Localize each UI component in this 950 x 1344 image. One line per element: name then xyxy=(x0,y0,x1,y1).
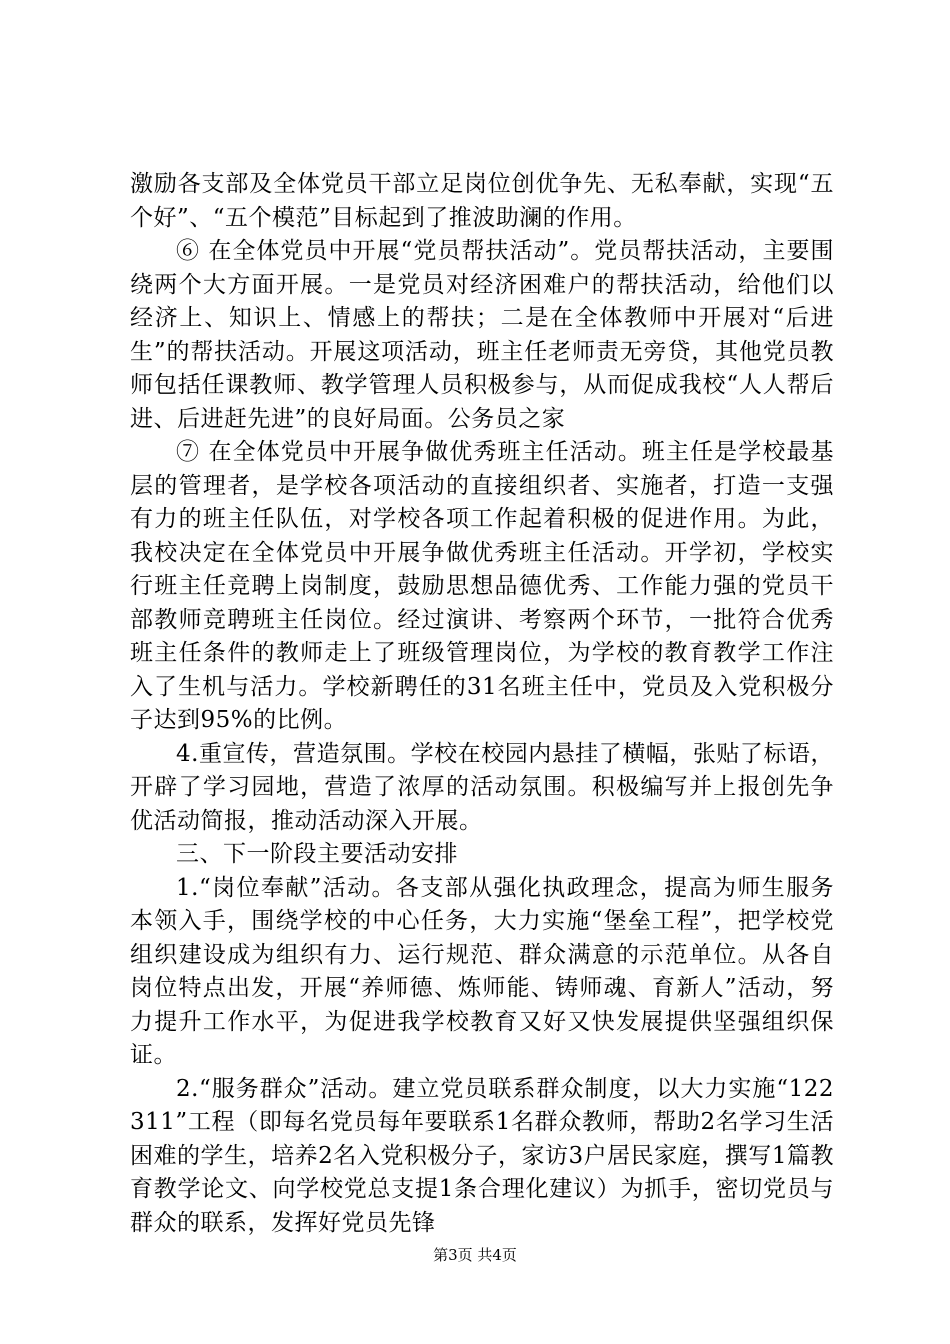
paragraph-6: 1.“岗位奉献”活动。各支部从强化执政理念，提高为师生服务本领入手，围绕学校的中心任务，大力实施“堡垒工程”，把学校党组织建设成为组织有力、运行规范、群众满意的示范单位。从各自岗位特点出发，开展“养师德、炼师能、铸师魂、育新人”活动，努力提升工作水平，为促进我学校教育又好又快发展提供坚强组织保证。 xyxy=(130,874,834,1068)
paragraph-7: 2.“服务群众”活动。建立党员联系群众制度，以大力实施“122311”工程（即每名党员每年要联系1名群众教师，帮助2名学习生活困难的学生，培养2名入党积极分子，家访3户居民家庭，撰写1篇教育教学论文、向学校党总支提1条合理化建议）为抓手，密切党员与群众的联系，发挥好党员先锋 xyxy=(130,1075,834,1236)
paragraph-3: ⑦ 在全体党员中开展争做优秀班主任活动。班主任是学校最基层的管理者，是学校各项活动的直接组织者、实施者，打造一支强有力的班主任队伍，对学校各项工作起着积极的促进作用。为此，我校决定在全体党员中开展争做优秀班主任活动。开学初，学校实行班主任竞聘上岗制度，鼓励思想品德优秀、工作能力强的党员干部教师竞聘班主任岗位。经过演讲、考察两个环节，一批符合优秀班主任条件的教师走上了班级管理岗位，为学校的教育教学工作注入了生机与活力。学校新聘任的31名班主任中，党员及入党积极分子达到95%的比例。 xyxy=(130,439,834,733)
paragraph-4: 4.重宣传，营造氛围。学校在校园内悬挂了横幅，张贴了标语，开辟了学习园地，营造了浓厚的活动氛围。积极编写并上报创先争优活动简报，推动活动深入开展。 xyxy=(130,740,834,834)
page-footer: 第3页 共4页 xyxy=(433,1246,517,1264)
section-heading: 三、下一阶段主要活动安排 xyxy=(176,841,458,867)
paragraph-1: 激励各支部及全体党员干部立足岗位创优争先、无私奉献，实现“五个好”、“五个模范”目标起到了推波助澜的作用。 xyxy=(130,171,834,231)
paragraph-2: ⑥ 在全体党员中开展“党员帮扶活动”。党员帮扶活动，主要围绕两个大方面开展。一是党员对经济困难户的帮扶活动，给他们以经济上、知识上、情感上的帮扶；二是在全体教师中开展对“后进生”的帮扶活动。开展这项活动，班主任老师责无旁贷，其他党员教师包括任课教师、教学管理人员积极参与，从而促成我校“人人帮后进、后进赶先进”的良好局面。公务员之家 xyxy=(130,238,834,432)
document-body xyxy=(130,168,834,1240)
